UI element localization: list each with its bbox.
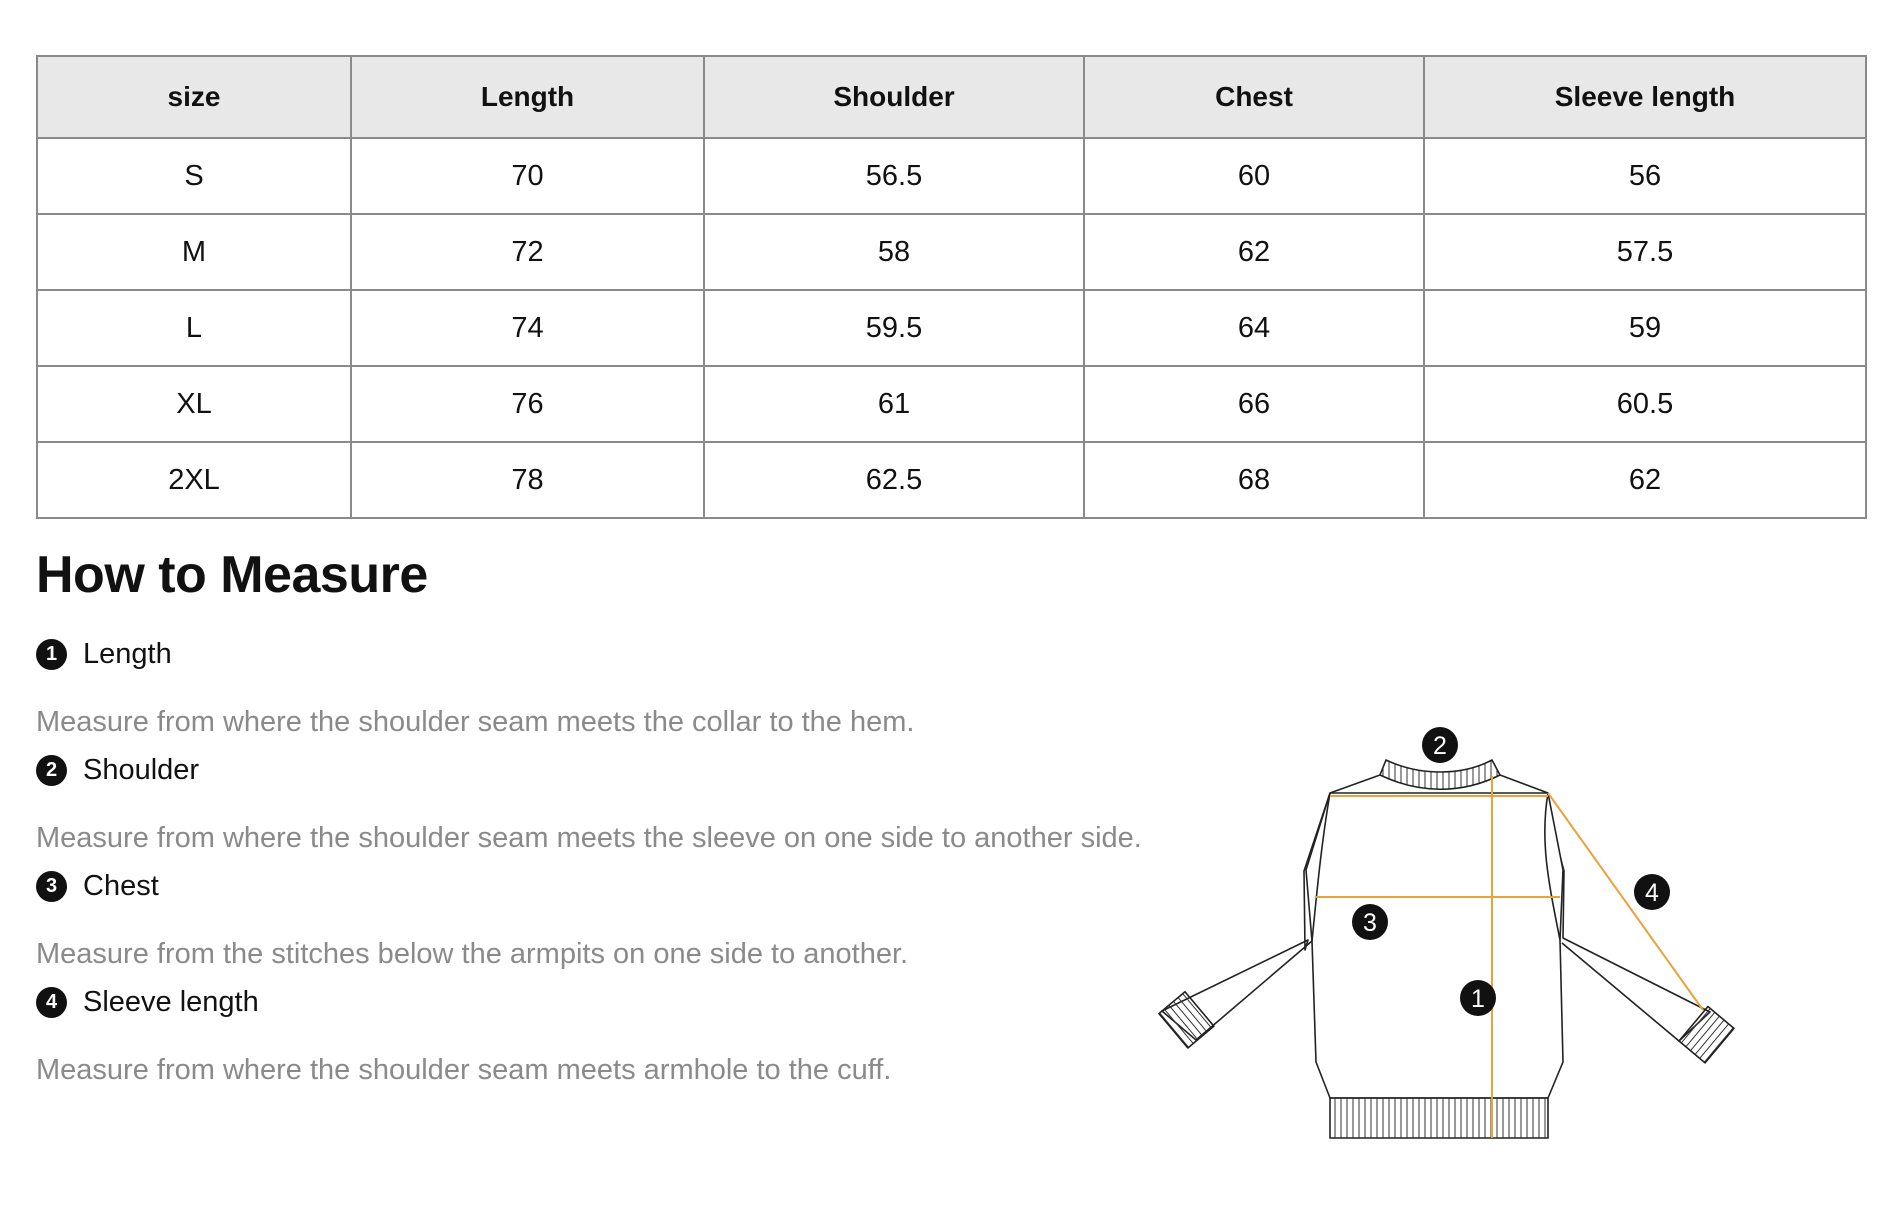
table-cell: 60 xyxy=(1084,138,1424,214)
svg-text:1: 1 xyxy=(1471,985,1485,1013)
marker-1 xyxy=(1460,980,1496,1016)
marker-4 xyxy=(1634,874,1670,910)
table-cell: 66 xyxy=(1084,366,1424,442)
measure-description: Measure from where the shoulder seam meets the sleeve on one side to another side. xyxy=(36,822,1142,854)
number-badge: 4 xyxy=(36,987,67,1018)
table-cell: 56 xyxy=(1424,138,1866,214)
number-badge: 2 xyxy=(36,755,67,786)
table-cell: M xyxy=(37,214,351,290)
measure-description: Measure from where the shoulder seam meets armhole to the cuff. xyxy=(36,1054,892,1086)
page-title: How to Measure xyxy=(36,546,428,604)
table-cell: 60.5 xyxy=(1424,366,1866,442)
table-cell: L xyxy=(37,290,351,366)
column-header-chest: Chest xyxy=(1084,56,1424,138)
table-cell: S xyxy=(37,138,351,214)
table-cell: 74 xyxy=(351,290,704,366)
table-cell: 64 xyxy=(1084,290,1424,366)
table-cell: 59 xyxy=(1424,290,1866,366)
column-header-size: size xyxy=(37,56,351,138)
sweater-icon xyxy=(1159,760,1734,1138)
svg-text:4: 4 xyxy=(1645,879,1659,907)
measure-description: Measure from the stitches below the armpits on one side to another. xyxy=(36,938,909,970)
marker-2 xyxy=(1422,727,1458,763)
table-cell: 76 xyxy=(351,366,704,442)
table-cell: 62.5 xyxy=(704,442,1084,518)
table-cell: 70 xyxy=(351,138,704,214)
measure-label: Length xyxy=(83,637,172,670)
column-header-length: Length xyxy=(351,56,704,138)
table-cell: 2XL xyxy=(37,442,351,518)
number-badge: 3 xyxy=(36,871,67,902)
number-badge: 1 xyxy=(36,639,67,670)
measure-label: Shoulder xyxy=(83,753,200,786)
marker-3 xyxy=(1352,904,1388,940)
svg-text:2: 2 xyxy=(1433,732,1447,760)
table-cell: 57.5 xyxy=(1424,214,1866,290)
table-cell: 56.5 xyxy=(704,138,1084,214)
table-cell: 72 xyxy=(351,214,704,290)
table-cell: 62 xyxy=(1424,442,1866,518)
table-cell: XL xyxy=(37,366,351,442)
table-cell: 78 xyxy=(351,442,704,518)
table-cell: 62 xyxy=(1084,214,1424,290)
svg-text:3: 3 xyxy=(1363,909,1377,937)
table-cell: 58 xyxy=(704,214,1084,290)
measure-label: Chest xyxy=(83,869,159,902)
measure-description: Measure from where the shoulder seam meets the collar to the hem. xyxy=(36,706,915,738)
table-cell: 61 xyxy=(704,366,1084,442)
table-cell: 59.5 xyxy=(704,290,1084,366)
column-header-shoulder: Shoulder xyxy=(704,56,1084,138)
measure-label: Sleeve length xyxy=(83,985,259,1018)
column-header-sleeve-length: Sleeve length xyxy=(1424,56,1866,138)
table-cell: 68 xyxy=(1084,442,1424,518)
